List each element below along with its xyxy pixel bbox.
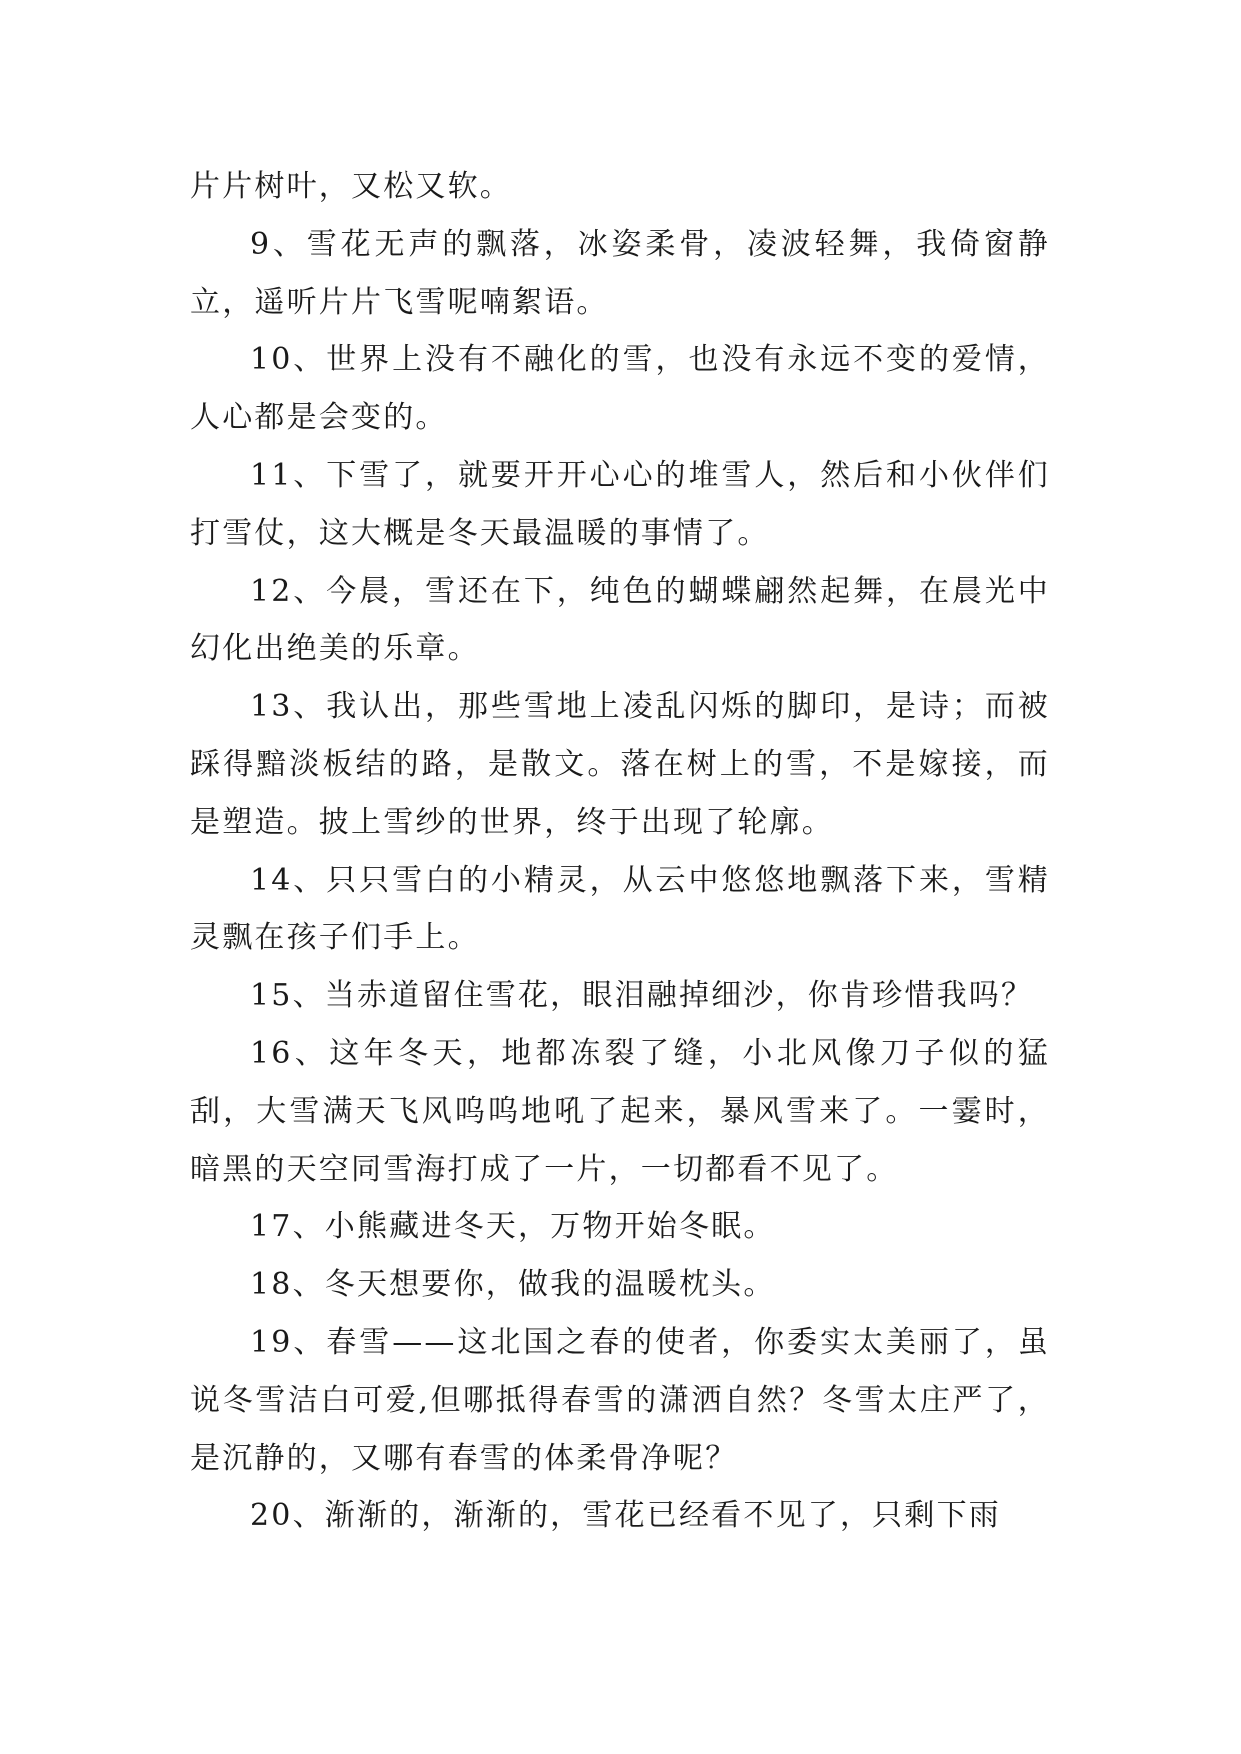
paragraph-19: 19、春雪——这北国之春的使者，你委实太美丽了，虽说冬雪洁白可爱,但哪抵得春雪的潇洒自然？冬雪太庄严了，是沉静的，又哪有春雪的体柔骨净呢？ [190, 1324, 1050, 1476]
paragraph-15: 15、当赤道留住雪花，眼泪融掉细沙，你肯珍惜我吗？ [250, 978, 1034, 1014]
paragraph-18: 18、冬天想要你，做我的温暖枕头。 [250, 1267, 776, 1303]
paragraph-16: 16、这年冬天，地都冻裂了缝，小北风像刀子似的猛刮，大雪满天飞风呜呜地吼了起来，暴风雪来了。一霎时，暗黑的天空同雪海打成了一片，一切都看不见了。 [190, 1035, 1050, 1187]
paragraph-13: 13、我认出，那些雪地上凌乱闪烁的脚印，是诗；而被踩得黯淡板结的路，是散文。落在树上的雪，不是嫁接，而是塑造。披上雪纱的世界，终于出现了轮廓。 [190, 689, 1050, 840]
paragraph-continuation: 片片树叶，又松又软。 [190, 169, 512, 204]
paragraph-11: 11、下雪了，就要开开心心的堆雪人，然后和小伙伴们打雪仗，这大概是冬天最温暖的事情了。 [190, 457, 1050, 551]
paragraph-17: 17、小熊藏进冬天，万物开始冬眠。 [250, 1209, 776, 1245]
paragraph-10: 10、世界上没有不融化的雪，也没有永远不变的爱情，人心都是会变的。 [190, 342, 1050, 436]
paragraph-14: 14、只只雪白的小精灵，从云中悠悠地飘落下来，雪精灵飘在孩子们手上。 [190, 862, 1050, 956]
paragraph-9: 9、雪花无声的飘落，冰姿柔骨，凌波轻舞，我倚窗静立，遥听片片飞雪呢喃絮语。 [190, 226, 1050, 320]
paragraph-12: 12、今晨，雪还在下，纯色的蝴蝶翩然起舞，在晨光中幻化出绝美的乐章。 [190, 573, 1050, 667]
paragraph-20: 20、渐渐的，渐渐的，雪花已经看不见了，只剩下雨 [250, 1498, 1001, 1534]
text-column [190, 158, 1050, 1545]
